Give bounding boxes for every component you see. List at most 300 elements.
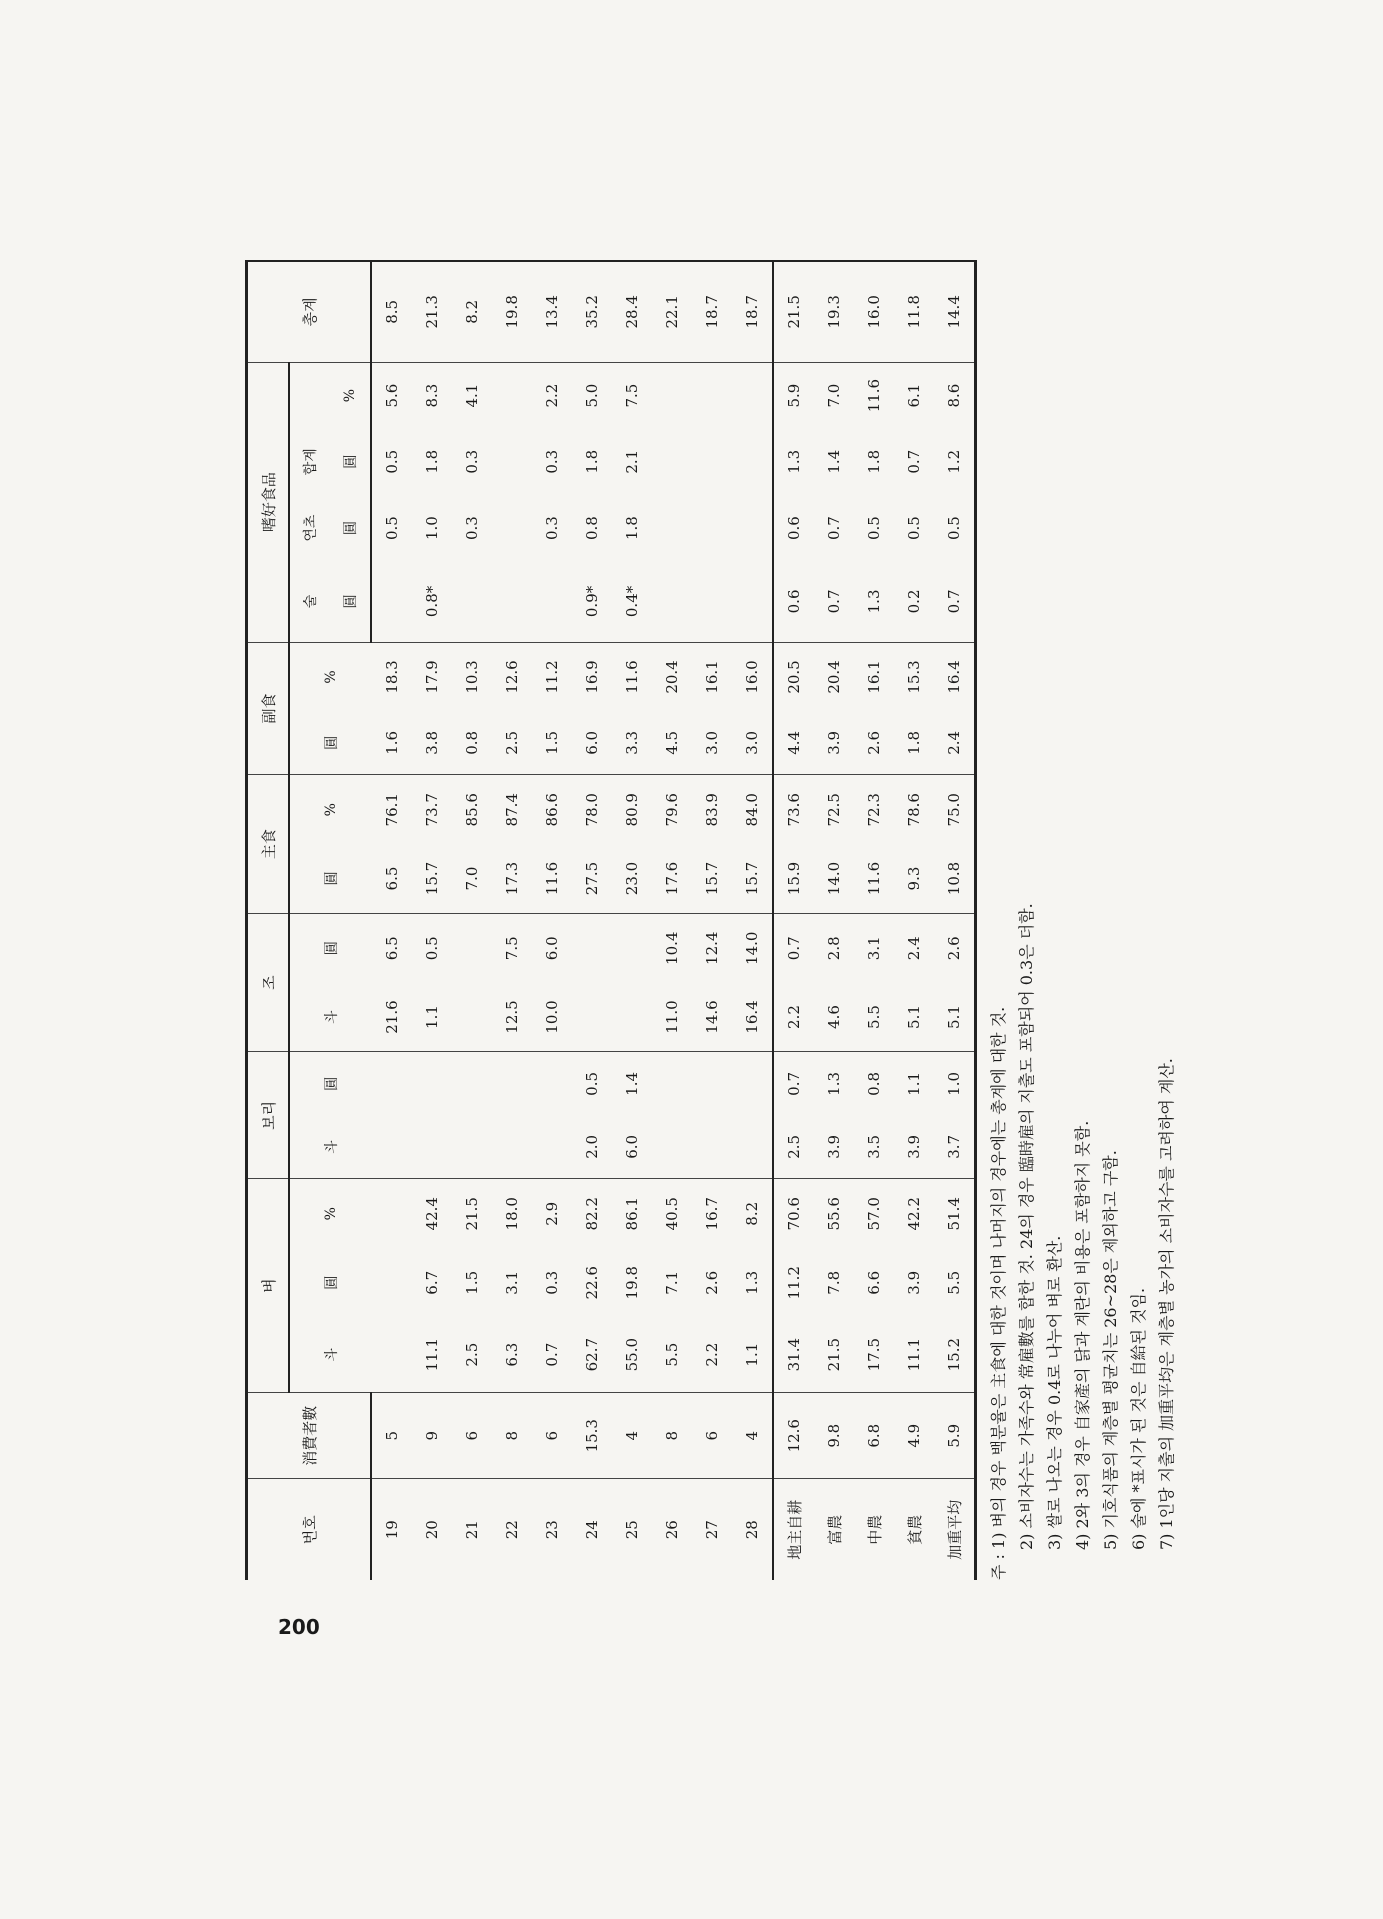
cell-staple-w: 11.6 [854, 844, 894, 913]
cell-lux-w [652, 429, 692, 495]
cell-consumers: 6 [452, 1392, 492, 1479]
cell-total: 16.0 [854, 261, 894, 362]
cell-staple-w: 10.8 [934, 844, 976, 913]
cell-side-w: 3.0 [692, 711, 732, 774]
unit-won: 圓 [289, 844, 371, 913]
cell-millet-d: 10.0 [532, 983, 572, 1052]
row-label: 25 [623, 1520, 641, 1540]
cell-staple-w: 14.0 [814, 844, 854, 913]
cell-rice-d: 0.7 [532, 1317, 572, 1392]
cell-barley-d: 2.0 [572, 1115, 612, 1178]
cell-lux-w: 0.7 [905, 449, 923, 474]
cell-alc: 0.9* [572, 561, 612, 642]
row-label: 加重平均 [945, 1499, 964, 1560]
cell-rice-d: 21.5 [814, 1317, 854, 1392]
unit-won: 圓 [323, 941, 340, 956]
cell-millet-d: 1.1 [412, 983, 452, 1052]
cell-staple-p: 72.3 [865, 793, 883, 827]
cell-rice-p: 55.6 [825, 1197, 843, 1231]
cell-lux-w: 0.5 [383, 449, 401, 474]
unit-mal: 斗 [289, 983, 371, 1052]
cell-staple-w: 11.6 [532, 844, 572, 913]
cell-lux-p: 4.1 [463, 383, 481, 408]
cell-rice-d: 2.2 [692, 1317, 732, 1392]
cell-rice-d: 2.5 [452, 1317, 492, 1392]
cell-rice-w: 7.8 [825, 1270, 843, 1295]
cell-side-p: 17.9 [423, 660, 441, 694]
cell-millet-w: 10.4 [663, 931, 681, 965]
cell-tob: 0.5 [383, 516, 401, 541]
cell-side-w: 2.6 [854, 711, 894, 774]
table-row [371, 261, 412, 1580]
cell-lux-p: 2.2 [543, 383, 561, 408]
cell-total: 18.7 [692, 261, 732, 362]
cell-lux-p: 11.6 [865, 378, 883, 413]
cell-barley-d [492, 1115, 532, 1178]
row-label: 貧農 [905, 1514, 924, 1545]
cell-rice-w: 3.1 [503, 1270, 521, 1295]
cell-rice-d: 11.1 [412, 1317, 452, 1392]
cell-rice-p: 51.4 [945, 1197, 963, 1231]
cell-total: 19.3 [814, 261, 854, 362]
table-row [532, 261, 572, 1580]
cell-total: 21.3 [412, 261, 452, 362]
cell-staple-w: 15.7 [412, 844, 452, 913]
table-row [572, 261, 612, 1580]
header-luxury-sum: 합계 [289, 429, 330, 495]
cell-side-w: 2.5 [492, 711, 532, 774]
cell-side-w: 0.8 [452, 711, 492, 774]
cell-lux-p [492, 362, 532, 428]
table-row [652, 261, 692, 1580]
cell-consumers: 8 [652, 1392, 692, 1479]
unit-mal: 斗 [289, 1115, 371, 1178]
cell-rice-p: 70.6 [773, 1179, 814, 1248]
cell-lux-p: 5.0 [583, 383, 601, 408]
cell-lux-p [652, 362, 692, 428]
cell-rice-w: 6.7 [423, 1270, 441, 1295]
cell-side-w: 1.5 [532, 711, 572, 774]
cell-barley-d [452, 1115, 492, 1178]
cell-barley-d [371, 1115, 412, 1178]
cell-millet-w: 14.0 [743, 931, 761, 965]
cell-alc: 0.4* [612, 561, 652, 642]
table-row [854, 261, 894, 1580]
cell-rice-d [371, 1317, 412, 1392]
table-row [492, 261, 532, 1580]
rotated-table-block [245, 260, 1176, 1580]
cell-side-p: 16.9 [583, 660, 601, 694]
cell-side-w: 3.3 [612, 711, 652, 774]
cell-millet-w: 3.1 [865, 936, 883, 961]
cell-lux-w: 0.3 [543, 449, 561, 474]
header-no: 번호 [247, 1479, 372, 1580]
cell-lux-p [692, 362, 732, 428]
table-row [612, 261, 652, 1580]
cell-lux-w: 1.4 [825, 449, 843, 474]
cell-side-p: 11.2 [543, 660, 561, 694]
footnote: 5) 기호식품의 계층별 평균치는 26~28은 제외하고 구함. [1101, 1150, 1120, 1550]
cell-lux-w: 1.2 [945, 449, 963, 474]
cell-millet-d: 16.4 [732, 983, 773, 1052]
cell-millet-w [572, 913, 612, 982]
cell-rice-p: 42.4 [423, 1197, 441, 1231]
unit-won: 圓 [323, 1275, 340, 1290]
cell-barley-w [412, 1052, 452, 1116]
cell-alc: 0.8* [412, 561, 452, 642]
cell-millet-d: 5.1 [934, 983, 976, 1052]
cell-side-p: 18.3 [382, 660, 401, 694]
cell-rice-d: 6.3 [492, 1317, 532, 1392]
cell-tob: 0.6 [773, 495, 814, 561]
cell-barley-w [371, 1052, 412, 1116]
unit-mal: 斗 [289, 1317, 371, 1392]
row-label: 地主自耕 [773, 1479, 814, 1580]
cell-rice-p: 21.5 [463, 1197, 481, 1231]
cell-total: 13.4 [532, 261, 572, 362]
cell-total: 11.8 [894, 261, 934, 362]
cell-total: 8.2 [452, 261, 492, 362]
table-row [814, 261, 854, 1580]
cell-barley-w: 1.4 [623, 1071, 641, 1096]
cell-staple-p: 72.5 [825, 793, 843, 827]
footnote: 6) 술에 *표시가 된 것은 自給된 것임. [1129, 1287, 1148, 1550]
cell-rice-d: 15.2 [934, 1317, 976, 1392]
table-row [894, 261, 934, 1580]
cell-barley-d [412, 1115, 452, 1178]
cell-staple-w: 15.9 [773, 844, 814, 913]
cell-rice-p: 18.0 [503, 1197, 521, 1231]
cell-total: 35.2 [572, 261, 612, 362]
cell-rice-w: 6.6 [865, 1270, 883, 1295]
cell-barley-w: 1.0 [945, 1071, 963, 1096]
cell-tob: 0.7 [825, 516, 843, 541]
cell-rice-d: 11.1 [894, 1317, 934, 1392]
cell-staple-p: 79.6 [663, 793, 681, 827]
cell-rice-p: 42.2 [905, 1197, 923, 1231]
cell-lux-p: 5.6 [383, 383, 401, 408]
cell-staple-p: 87.4 [503, 793, 521, 827]
cell-barley-d [732, 1115, 773, 1178]
footnote: 2) 소비자수는 가족수와 常雇數를 합한 것. 24의 경우 臨時雇의 지출도 포함되어 0.3은 더함. [1017, 903, 1036, 1550]
cell-barley-w: 0.5 [583, 1071, 601, 1096]
row-label: 20 [423, 1520, 441, 1540]
cell-staple-p: 85.6 [463, 793, 481, 827]
cell-side-w: 1.6 [371, 711, 412, 774]
cell-staple-p: 76.1 [382, 793, 401, 827]
cell-millet-d: 2.2 [773, 983, 814, 1052]
cell-alc [692, 561, 732, 642]
header-total: 총계 [247, 261, 372, 362]
cell-side-p: 11.6 [623, 660, 641, 694]
cell-lux-w [692, 429, 732, 495]
cell-barley-d [532, 1115, 572, 1178]
cell-consumers: 8 [492, 1392, 532, 1479]
cell-staple-w: 6.5 [371, 844, 412, 913]
cell-side-p: 16.1 [865, 660, 883, 694]
cell-side-p: 20.5 [773, 642, 814, 711]
cell-barley-d [692, 1115, 732, 1178]
table-row [773, 261, 814, 1580]
cell-millet-d [572, 983, 612, 1052]
cell-rice-p: 86.1 [623, 1197, 641, 1231]
cell-rice-w: 5.5 [945, 1270, 963, 1295]
row-label: 19 [383, 1520, 401, 1540]
cell-rice-w: 2.6 [703, 1270, 721, 1295]
cell-barley-w: 1.1 [905, 1071, 923, 1096]
row-label: 28 [743, 1520, 761, 1540]
cell-millet-w: 12.4 [703, 931, 721, 965]
cell-rice-d: 31.4 [773, 1317, 814, 1392]
cell-rice-w: 11.2 [773, 1248, 814, 1317]
cell-millet-w: 2.8 [825, 936, 843, 961]
unit-won: 圓 [330, 561, 371, 642]
cell-rice-p [371, 1179, 412, 1248]
cell-side-w: 4.5 [652, 711, 692, 774]
cell-rice-w: 3.9 [905, 1270, 923, 1295]
cell-rice-w: 22.6 [583, 1266, 601, 1300]
header-rice: 벼 [247, 1179, 290, 1393]
cell-lux-w: 1.3 [773, 429, 814, 495]
cell-millet-w: 6.5 [382, 936, 401, 961]
cell-barley-w [692, 1052, 732, 1116]
cell-tob: 1.0 [423, 516, 441, 541]
consumption-table [245, 260, 977, 1580]
row-label: 27 [703, 1520, 721, 1540]
cell-alc: 1.3 [854, 561, 894, 642]
cell-rice-p: 57.0 [865, 1197, 883, 1231]
header-consumers: 消費者數 [247, 1392, 372, 1479]
cell-alc: 0.7 [934, 561, 976, 642]
cell-barley-d: 3.5 [854, 1115, 894, 1178]
cell-consumers: 15.3 [572, 1392, 612, 1479]
cell-rice-d: 5.5 [652, 1317, 692, 1392]
cell-alc [492, 561, 532, 642]
cell-millet-d: 21.6 [371, 983, 412, 1052]
cell-rice-d: 55.0 [612, 1317, 652, 1392]
cell-alc [732, 561, 773, 642]
cell-lux-p [732, 362, 773, 428]
cell-lux-p: 7.5 [623, 383, 641, 408]
unit-pct: % [322, 803, 339, 817]
cell-staple-p: 80.9 [623, 793, 641, 827]
header-millet: 조 [247, 913, 290, 1052]
cell-staple-p: 78.0 [583, 793, 601, 827]
cell-millet-w: 0.5 [423, 936, 441, 961]
footnote: 4) 2와 3의 경우 自家產의 닭과 계란의 비용은 포함하지 못함. [1073, 1120, 1092, 1550]
cell-consumers: 9.8 [814, 1392, 854, 1479]
cell-side-p: 20.4 [825, 660, 843, 694]
cell-alc: 0.7 [814, 561, 854, 642]
row-label: 26 [663, 1520, 681, 1540]
footnote: 7) 1인당 지출의 加重平均은 계층별 농가의 소비자수를 고려하여 계산. [1157, 1058, 1176, 1550]
cell-alc [452, 561, 492, 642]
cell-total: 28.4 [612, 261, 652, 362]
unit-pct: % [322, 1207, 339, 1221]
cell-side-w: 6.0 [572, 711, 612, 774]
cell-rice-w [371, 1248, 412, 1317]
cell-staple-w: 27.5 [572, 844, 612, 913]
cell-tob [732, 495, 773, 561]
cell-side-p: 12.6 [503, 660, 521, 694]
footnote: 3) 쌀로 나오는 경우 0.4로 나누어 벼로 환산. [1045, 1235, 1064, 1550]
header-luxury: 嗜好食品 [247, 362, 290, 642]
cell-total: 8.5 [371, 261, 412, 362]
cell-barley-w: 1.3 [825, 1071, 843, 1096]
cell-staple-w: 9.3 [894, 844, 934, 913]
cell-staple-w: 15.7 [732, 844, 773, 913]
cell-rice-d: 62.7 [572, 1317, 612, 1392]
cell-tob: 0.3 [463, 516, 481, 541]
row-label: 21 [463, 1520, 481, 1540]
unit-pct: % [322, 670, 339, 684]
cell-barley-d [652, 1115, 692, 1178]
cell-rice-d: 1.1 [732, 1317, 773, 1392]
cell-rice-p: 82.2 [583, 1197, 601, 1231]
cell-millet-d: 11.0 [652, 983, 692, 1052]
cell-rice-d: 17.5 [854, 1317, 894, 1392]
cell-millet-w [612, 913, 652, 982]
cell-consumers: 6 [692, 1392, 732, 1479]
cell-tob: 0.5 [905, 516, 923, 541]
cell-side-w: 3.0 [732, 711, 773, 774]
cell-tob: 0.5 [865, 516, 883, 541]
cell-staple-p: 84.0 [743, 793, 761, 827]
cell-side-p: 16.4 [945, 660, 963, 694]
table-row [412, 261, 452, 1580]
page-number: 200 [278, 1615, 320, 1639]
cell-millet-w: 2.4 [905, 936, 923, 961]
cell-millet-d [452, 983, 492, 1052]
cell-side-w: 3.9 [814, 711, 854, 774]
cell-lux-w [492, 429, 532, 495]
cell-millet-d [612, 983, 652, 1052]
cell-millet-d: 14.6 [692, 983, 732, 1052]
footnote: 주 : 1) 벼의 경우 백분율은 主食에 대한 것이며 나머지의 경우에는 총계에 대한 것. [989, 1006, 1008, 1580]
cell-alc [532, 561, 572, 642]
cell-total: 18.7 [732, 261, 773, 362]
unit-won: 圓 [330, 429, 371, 495]
cell-barley-w [452, 1052, 492, 1116]
table-row [934, 261, 976, 1580]
cell-tob: 0.3 [543, 516, 561, 541]
cell-side-p: 10.3 [463, 660, 481, 694]
cell-staple-w: 7.0 [452, 844, 492, 913]
cell-alc [652, 561, 692, 642]
cell-staple-w: 23.0 [612, 844, 652, 913]
cell-alc: 0.2 [894, 561, 934, 642]
cell-millet-w: 0.7 [773, 913, 814, 982]
cell-lux-w: 2.1 [623, 449, 641, 474]
header-row-2 [289, 261, 330, 1580]
row-label: 23 [543, 1520, 561, 1540]
cell-lux-p: 7.0 [825, 383, 843, 408]
cell-rice-p: 8.2 [743, 1201, 761, 1226]
table-row [452, 261, 492, 1580]
cell-barley-w [652, 1052, 692, 1116]
cell-staple-p: 83.9 [703, 793, 721, 827]
cell-consumers: 6 [532, 1392, 572, 1479]
cell-staple-p: 73.6 [773, 775, 814, 844]
cell-lux-p: 5.9 [773, 362, 814, 428]
cell-lux-w [732, 429, 773, 495]
cell-total: 21.5 [773, 261, 814, 362]
cell-tob [692, 495, 732, 561]
row-label: 富農 [825, 1514, 844, 1545]
cell-staple-p: 75.0 [945, 793, 963, 827]
cell-consumers: 4 [612, 1392, 652, 1479]
cell-consumers: 5 [371, 1392, 412, 1479]
header-tobacco: 연초 [289, 495, 330, 561]
cell-side-w: 4.4 [773, 711, 814, 774]
cell-side-w: 3.8 [412, 711, 452, 774]
cell-barley-w: 0.7 [773, 1052, 814, 1116]
cell-barley-w [492, 1052, 532, 1116]
row-label: 22 [503, 1520, 521, 1540]
unit-pct: % [330, 362, 371, 428]
cell-tob [652, 495, 692, 561]
cell-alc: 0.6 [773, 561, 814, 642]
cell-rice-p: 16.7 [703, 1197, 721, 1231]
cell-consumers: 9 [412, 1392, 452, 1479]
cell-barley-d: 3.9 [814, 1115, 854, 1178]
cell-millet-w: 2.6 [945, 936, 963, 961]
header-barley: 보리 [247, 1052, 290, 1179]
cell-barley-w [732, 1052, 773, 1116]
cell-barley-d: 3.7 [934, 1115, 976, 1178]
cell-rice-w: 1.3 [743, 1270, 761, 1295]
cell-side-w: 1.8 [894, 711, 934, 774]
cell-side-p: 20.4 [663, 660, 681, 694]
cell-barley-d: 6.0 [612, 1115, 652, 1178]
cell-side-p: 16.0 [743, 660, 761, 694]
cell-millet-w: 7.5 [503, 936, 521, 961]
row-label: 中農 [865, 1514, 884, 1545]
cell-barley-d: 2.5 [773, 1115, 814, 1178]
cell-barley-w [532, 1052, 572, 1116]
cell-total: 22.1 [652, 261, 692, 362]
cell-consumers: 5.9 [934, 1392, 976, 1479]
cell-lux-p: 8.6 [945, 383, 963, 408]
table-row [732, 261, 773, 1580]
table-body [371, 261, 976, 1580]
cell-staple-w: 17.6 [652, 844, 692, 913]
unit-won: 圓 [323, 1076, 340, 1091]
cell-consumers: 12.6 [773, 1392, 814, 1479]
cell-side-p: 15.3 [905, 660, 923, 694]
unit-won: 圓 [330, 495, 371, 561]
cell-rice-p: 40.5 [663, 1197, 681, 1231]
cell-staple-p: 78.6 [905, 793, 923, 827]
cell-millet-w: 6.0 [543, 936, 561, 961]
row-label: 24 [583, 1520, 601, 1540]
cell-lux-w: 1.8 [583, 449, 601, 474]
cell-tob: 0.5 [945, 516, 963, 541]
cell-rice-w: 19.8 [623, 1266, 641, 1300]
cell-lux-w: 0.3 [463, 449, 481, 474]
cell-staple-w: 17.3 [492, 844, 532, 913]
cell-lux-p: 8.3 [423, 383, 441, 408]
cell-staple-p: 73.7 [423, 793, 441, 827]
header-row-1 [247, 261, 290, 1580]
unit-won: 圓 [289, 711, 371, 774]
cell-rice-w: 1.5 [463, 1270, 481, 1295]
cell-side-p: 16.1 [703, 660, 721, 694]
cell-staple-w: 15.7 [692, 844, 732, 913]
cell-alc [371, 561, 412, 642]
header-staple: 主食 [247, 775, 290, 914]
cell-barley-d: 3.9 [894, 1115, 934, 1178]
